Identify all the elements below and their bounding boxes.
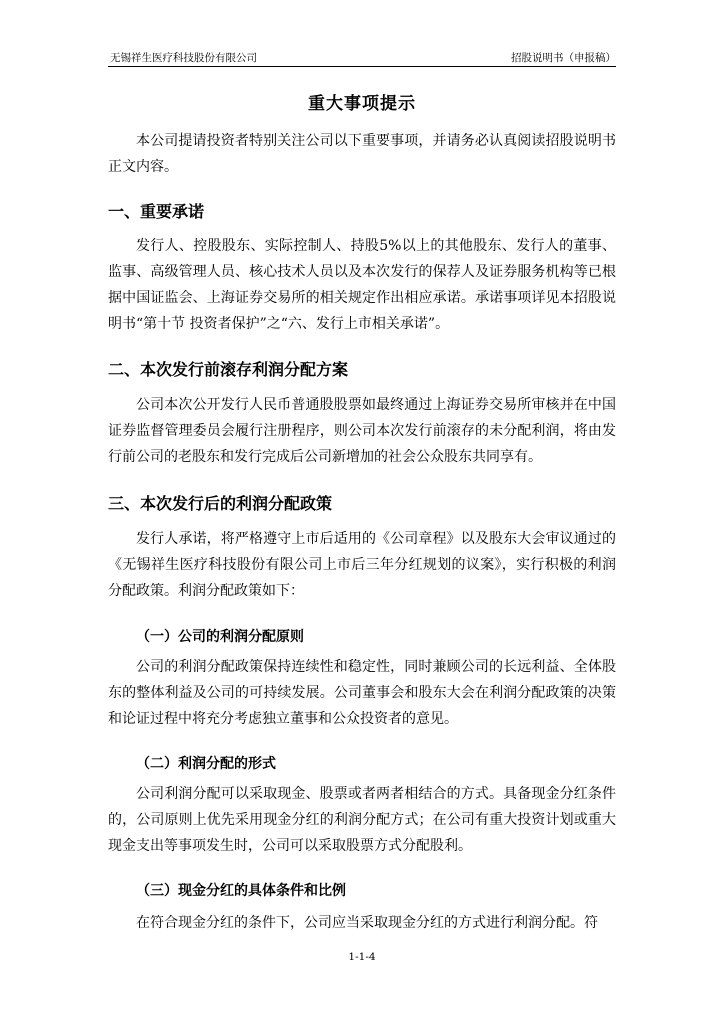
subsection1-heading: （一）公司的利润分配原则 [136, 629, 304, 645]
section3-body: 发行人承诺，将严格遵守上市后适用的《公司章程》以及股东大会审议通过的《无锡祥生医疗科技股份有限公司上市后三年分红规划的议案》，实行积极的利润分配政策。利润分配政策如下： [108, 531, 616, 599]
page-header [108, 50, 616, 67]
page-title: 重大事项提示 [308, 94, 416, 114]
section2-heading: 二、本次发行前滚存利润分配方案 [108, 360, 349, 379]
header-document-title: 招股说明书（申报稿） [511, 52, 616, 64]
page-number: 1-1-4 [348, 951, 376, 963]
section1-body: 发行人、控股股东、实际控制人、持股5%以上的其他股东、发行人的董事、监事、高级管理人员、核心技术人员以及本次发行的保荐人及证券服务机构等已根据中国证监会、上海证券交易所的相关规定作出相应承诺。承诺事项详见本招股说明书“第十节 投资者保护”之“六、发行上市相关承诺”。 [108, 238, 616, 332]
subsection2-body: 公司利润分配可以采取现金、股票或者两者相结合的方式。具备现金分红条件的，公司原则上优先采用现金分红的利润分配方式；在公司有重大投资计划或重大现金支出等事项发生时，公司可以采取股票方式分配股利。 [108, 786, 616, 854]
subsection3-heading: （三）现金分红的具体条件和比例 [136, 883, 346, 899]
section3-heading: 三、本次发行后的利润分配政策 [108, 494, 333, 513]
subsection3-body: 在符合现金分红的条件下，公司应当采取现金分红的方式进行利润分配。符 [136, 915, 598, 931]
subsection1-body: 公司的利润分配政策保持连续性和稳定性，同时兼顾公司的长远利益、全体股东的整体利益及公司的可持续发展。公司董事会和股东大会在利润分配政策的决策和论证过程中将充分考虑独立董事和公众投资者的意见。 [108, 659, 616, 727]
subsection2-heading: （二）利润分配的形式 [136, 756, 276, 772]
section2-body: 公司本次公开发行人民币普通股股票如最终通过上海证券交易所审核并在中国证券监督管理委员会履行注册程序，则公司本次发行前滚存的未分配利润，将由发行前公司的老股东和发行完成后公司新增加的社会公众股东共同享有。 [108, 397, 616, 465]
header-company-name: 无锡祥生医疗科技股份有限公司 [110, 52, 257, 64]
section1-heading: 一、重要承诺 [108, 202, 205, 221]
intro-paragraph: 本公司提请投资者特别关注公司以下重要事项，并请务必认真阅读招股说明书正文内容。 [108, 133, 616, 175]
